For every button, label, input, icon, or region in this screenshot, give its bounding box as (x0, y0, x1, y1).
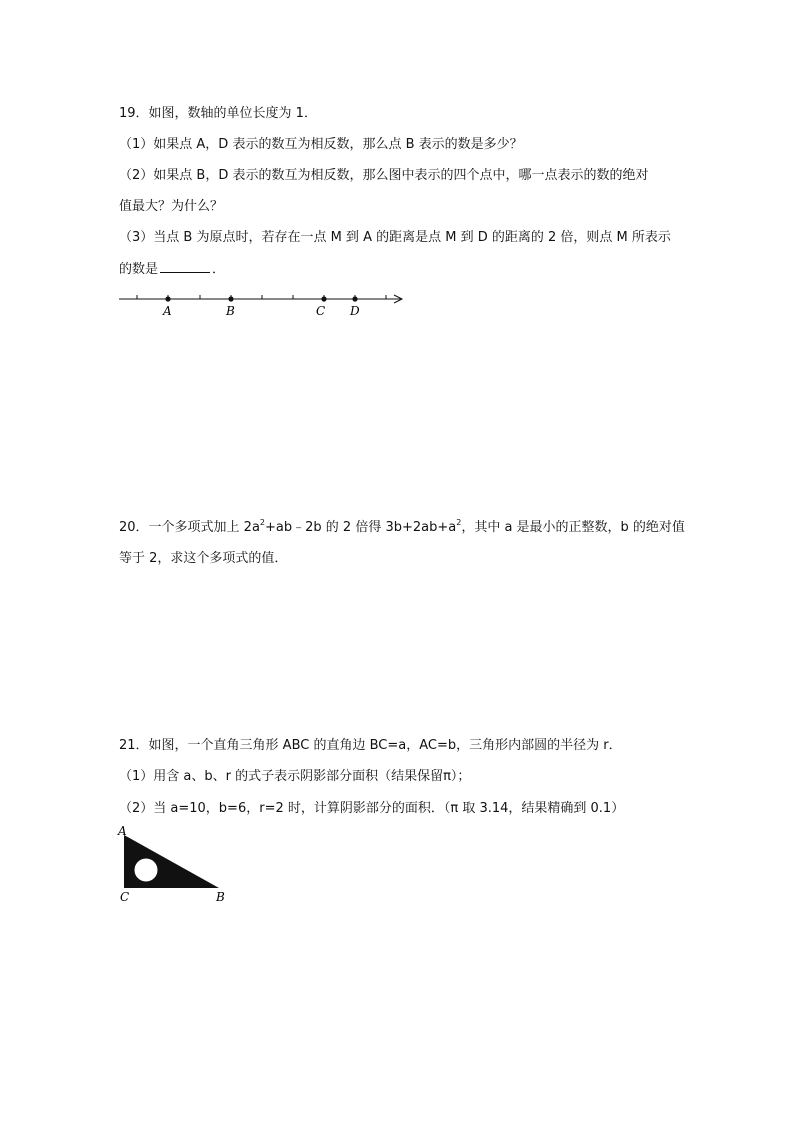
q19-stem: 19．如图，数轴的单位长度为 1． (119, 106, 317, 121)
vertex-label-c: C (120, 890, 130, 904)
label-a: A (163, 304, 172, 318)
q19-part2-line1: （2）如果点 B，D 表示的数互为相反数，那么图中表示的四个点中，哪一点表示的数的绝对 (119, 168, 649, 183)
label-b: B (226, 304, 235, 318)
point-a (165, 296, 170, 301)
q20-line2: 等于 2，求这个多项式的值． (119, 551, 288, 566)
q19-part1: （1）如果点 A，D 表示的数互为相反数，那么点 B 表示的数是多少？ (119, 137, 523, 152)
number-line (115, 288, 415, 323)
inner-circle (134, 858, 158, 882)
label-c: C (316, 304, 326, 318)
q21-part2: （2）当 a=10，b=6，r=2 时，计算阴影部分的面积．（π 取 3.14，结果精确到 0.1） (119, 801, 625, 816)
q19-part2-line2: 值最大？为什么？ (119, 199, 224, 214)
q20-exponent-2: 2 (456, 518, 462, 527)
q19-part3-suffix: ． (212, 262, 226, 277)
q20-line1 (119, 519, 685, 537)
q21-stem: 21．如图，一个直角三角形 ABC 的直角边 BC=a，AC=b，三角形内部圆的半径为 r． (119, 738, 622, 753)
vertex-label-b: B (216, 890, 225, 904)
triangle-figure (115, 823, 235, 908)
label-d: D (350, 304, 360, 318)
q21-part1: （1）用含 a、b、r 的式子表示阴影部分面积（结果保留π）； (119, 769, 471, 784)
point-b (228, 296, 233, 301)
vertex-label-a: A (118, 824, 127, 838)
answer-blank[interactable] (160, 260, 210, 273)
q20-text-c: ，其中 a 是最小的正整数，b 的绝对值 (461, 520, 685, 535)
point-c (321, 296, 326, 301)
q19-part3-line1: （3）当点 B 为原点时，若存在一点 M 到 A 的距离是点 M 到 D 的距离的 2 倍，则点 M 所表示 (119, 230, 671, 245)
q19-part3-line2 (119, 260, 225, 279)
tick-marks (137, 295, 386, 299)
q20-text-b: +ab﹣2b 的 2 倍得 3b+2ab+a (265, 520, 457, 535)
q20-text-a: 20．一个多项式加上 2a (119, 520, 260, 535)
point-d (352, 296, 357, 301)
q19-part3-prefix: 的数是 (119, 262, 159, 277)
q20-exponent-1: 2 (259, 518, 266, 527)
